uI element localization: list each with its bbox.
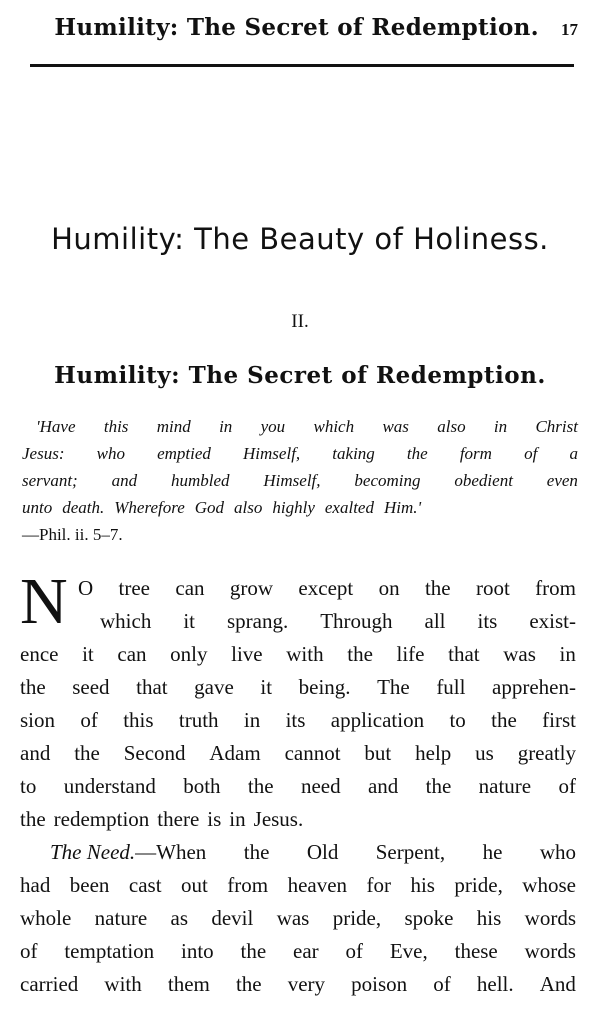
word: Christ [535,417,578,436]
word: And [539,972,576,996]
word: and [367,774,399,798]
word: nature [478,774,532,798]
word: only [170,642,208,666]
word: which [100,609,152,633]
word: ence [20,642,59,666]
word: as [170,906,188,930]
word: is [207,807,222,831]
drop-cap: N [20,565,68,638]
epigraph-line [22,440,578,467]
word: which [313,417,355,436]
body-line [20,737,576,770]
word: there [157,807,200,831]
word: live [231,642,263,666]
word: it [82,642,94,666]
word: been [69,873,110,897]
word: words [524,906,576,930]
word: of [524,444,538,463]
word: was [503,642,536,666]
word: full [436,675,466,699]
word: the [347,642,373,666]
word: and [111,471,138,490]
word: the [20,807,46,831]
word: grow [229,576,274,600]
word: these [454,939,498,963]
body-line [20,572,576,605]
word: highly [272,498,315,517]
word: carried [20,972,79,996]
word: the [247,774,274,798]
word: on [378,576,400,600]
word: temptation [64,939,155,963]
word: of [80,708,98,732]
word: unto [22,498,53,517]
word: Old [306,840,339,864]
word: with [286,642,324,666]
word: also [437,417,466,436]
word: and [20,741,51,765]
word: into [181,939,214,963]
word: need [300,774,341,798]
word: very [287,972,326,996]
word: form [459,444,492,463]
word: cannot [284,741,341,765]
word: the [20,675,46,699]
word: of [345,939,364,963]
body-line [20,671,576,704]
word: you [260,417,286,436]
word: except [298,576,354,600]
word: exist- [529,609,576,633]
word: exalted [324,498,374,517]
word: in [493,417,508,436]
word: Wherefore [114,498,185,517]
word: that [448,642,480,666]
word: whole [20,906,72,930]
word: help [415,741,452,765]
word: taking [332,444,375,463]
word: his [410,873,435,897]
word: also [234,498,263,517]
word: the [425,774,452,798]
word: being. [298,675,351,699]
word: first [542,708,576,732]
word: becoming [354,471,421,490]
body-line [20,902,576,935]
word: a [569,444,578,463]
word: but [364,741,392,765]
word: had [20,873,51,897]
word: the [491,708,517,732]
word: its [285,708,306,732]
word: in [559,642,576,666]
word: cast [128,873,162,897]
section-number: II. [291,311,309,332]
word: heaven [287,873,348,897]
body-line [20,704,576,737]
word: from [227,873,269,897]
word: it [183,609,195,633]
body-line [20,638,576,671]
word: both [183,774,221,798]
word: Through [320,609,393,633]
word: for [366,873,391,897]
word: can [117,642,147,666]
word: with [104,972,142,996]
word: Eve, [389,939,428,963]
epigraph-line [22,494,578,521]
word: ear [293,939,319,963]
word: truth [178,708,219,732]
word: he [482,840,503,864]
word: Himself, [243,444,301,463]
epigraph-citation: —Phil. ii. 5–7. [22,525,123,544]
body-line [20,605,576,638]
word: greatly [517,741,576,765]
word: The [377,675,410,699]
word: devil [211,906,254,930]
word: obedient [454,471,513,490]
word: the [424,576,451,600]
word: can [175,576,205,600]
word: Him.' [383,498,422,517]
word: the [406,444,428,463]
word: Jesus: [22,444,65,463]
word: in [243,708,261,732]
word: even [546,471,578,490]
word: them [167,972,210,996]
word: in [219,417,233,436]
word: Adam [209,741,261,765]
word: emptied [157,444,211,463]
running-title: Humility: The Secret of Redemption. [54,14,539,41]
paragraph-lead: The Need. [50,840,136,864]
word: God [194,498,225,517]
word: was [276,906,310,930]
word: the [240,939,267,963]
lead-group [50,836,206,869]
word: death. [62,498,105,517]
word: O [78,576,94,600]
word: the [235,972,262,996]
word: this [123,708,154,732]
word: 'Have [36,417,76,436]
word: Serpent, [375,840,446,864]
body-line [20,770,576,803]
word: humbled [170,471,230,490]
chapter-title: Humility: The Beauty of Holiness. [51,222,549,256]
word: seed [72,675,110,699]
word: that [136,675,168,699]
body-line [20,869,576,902]
word: sion [20,708,56,732]
word: words [524,939,576,963]
word: was [382,417,409,436]
word: sprang. [226,609,289,633]
word: whose [522,873,576,897]
word: understand [63,774,156,798]
epigraph [22,413,578,548]
word: it [260,675,273,699]
word: gave [194,675,234,699]
word: hell. [476,972,514,996]
body-line [20,803,576,836]
word: the [243,840,270,864]
word: pride, [454,873,503,897]
word: us [475,741,494,765]
section-title: Humility: The Secret of Redemption. [54,362,546,389]
body-text [20,572,576,1001]
word: Himself, [263,471,321,490]
body-line [20,935,576,968]
body-line [20,968,576,1001]
word: tree [118,576,151,600]
word: application [330,708,425,732]
word: of [20,939,38,963]
word: out [181,873,208,897]
header-rule [30,64,574,67]
word: redemption [53,807,150,831]
word: Jesus. [253,807,304,831]
word: Second [123,741,186,765]
word: to [20,774,37,798]
epigraph-line [22,413,578,440]
epigraph-line [22,467,578,494]
word: apprehen- [492,675,576,699]
word: root [475,576,510,600]
word: mind [156,417,191,436]
word: in [229,807,246,831]
word: life [396,642,425,666]
word: who [96,444,125,463]
running-head [30,14,578,48]
word: to [449,708,466,732]
word: the [74,741,100,765]
word: his [476,906,502,930]
word: from [535,576,576,600]
body-line [20,836,576,869]
word: this [103,417,129,436]
word: of [558,774,576,798]
word: poison [351,972,408,996]
word: who [539,840,576,864]
word: pride, [332,906,382,930]
page-number: 17 [561,20,578,39]
word: of [433,972,451,996]
word: —When [135,840,207,864]
word: nature [94,906,148,930]
word: servant; [22,471,78,490]
word: all [424,609,446,633]
word: spoke [404,906,454,930]
word: its [477,609,498,633]
